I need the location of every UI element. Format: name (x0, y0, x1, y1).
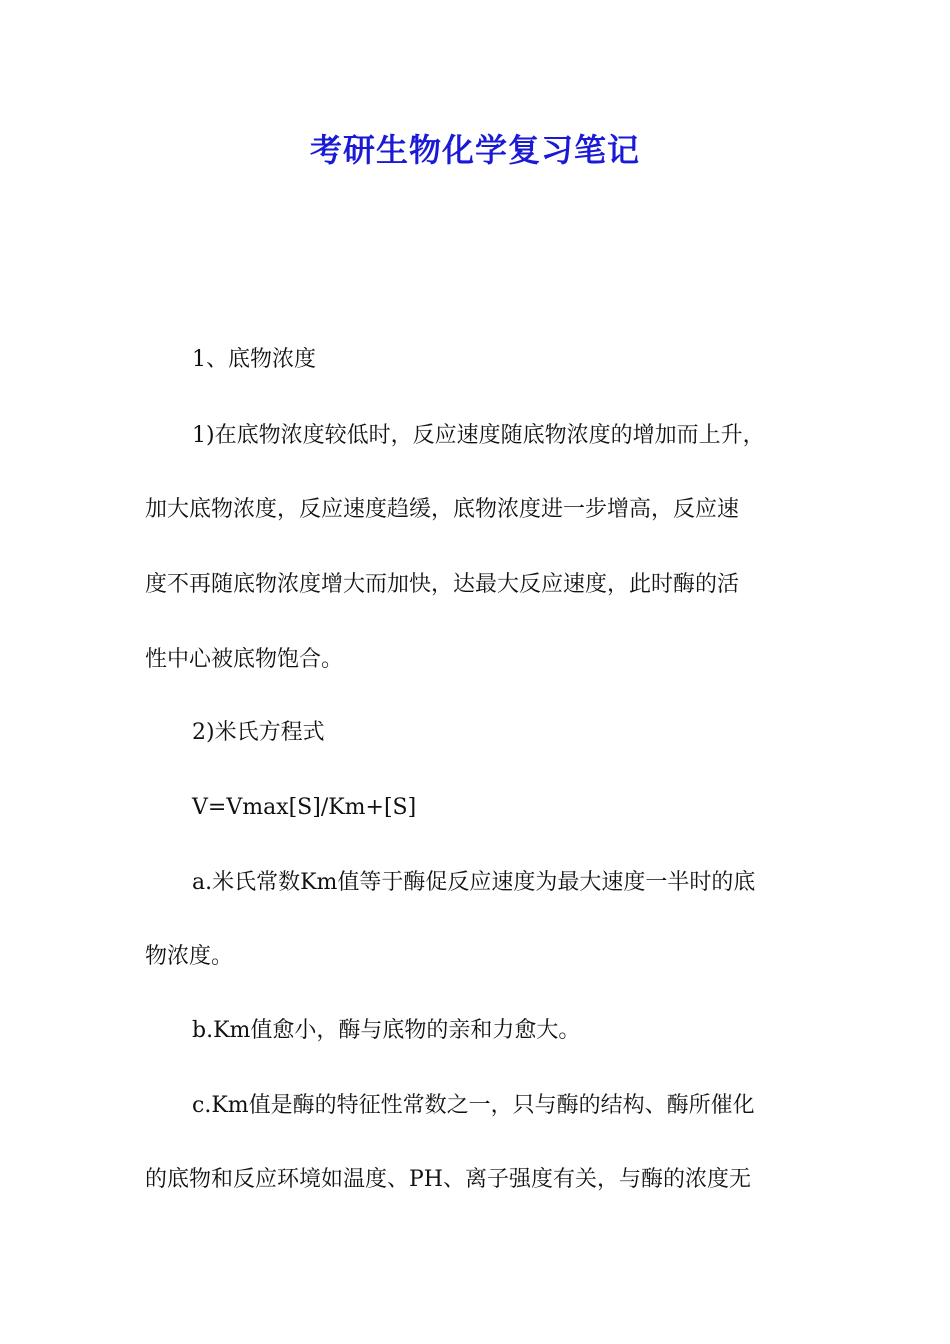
paragraph-line: 的底物和反应环境如温度、PH、离子强度有关，与酶的浓度无 (145, 1167, 751, 1192)
formula-line: V=Vmax[S]/Km+[S] (192, 795, 417, 820)
paragraph-line: 度不再随底物浓度增大而加快，达最大反应速度，此时酶的活 (145, 572, 740, 597)
document-title: 考研生物化学复习笔记 (309, 131, 640, 169)
paragraph-line: 物浓度。 (145, 944, 234, 969)
paragraph-line: 1)在底物浓度较低时，反应速度随底物浓度的增加而上升， (192, 423, 765, 448)
subheading-line: 2)米氏方程式 (192, 720, 325, 745)
paragraph-line: 加大底物浓度，反应速度趋缓，底物浓度进一步增高，反应速 (145, 497, 740, 522)
paragraph-line: a.米氏常数Km值等于酶促反应速度为最大速度一半时的底 (192, 870, 756, 895)
paragraph-line: c.Km值是酶的特征性常数之一，只与酶的结构、酶所催化 (192, 1093, 755, 1118)
paragraph-line: b.Km值愈小，酶与底物的亲和力愈大。 (192, 1018, 581, 1043)
paragraph-line: 性中心被底物饱合。 (145, 647, 344, 672)
section-heading: 1、底物浓度 (192, 347, 316, 372)
